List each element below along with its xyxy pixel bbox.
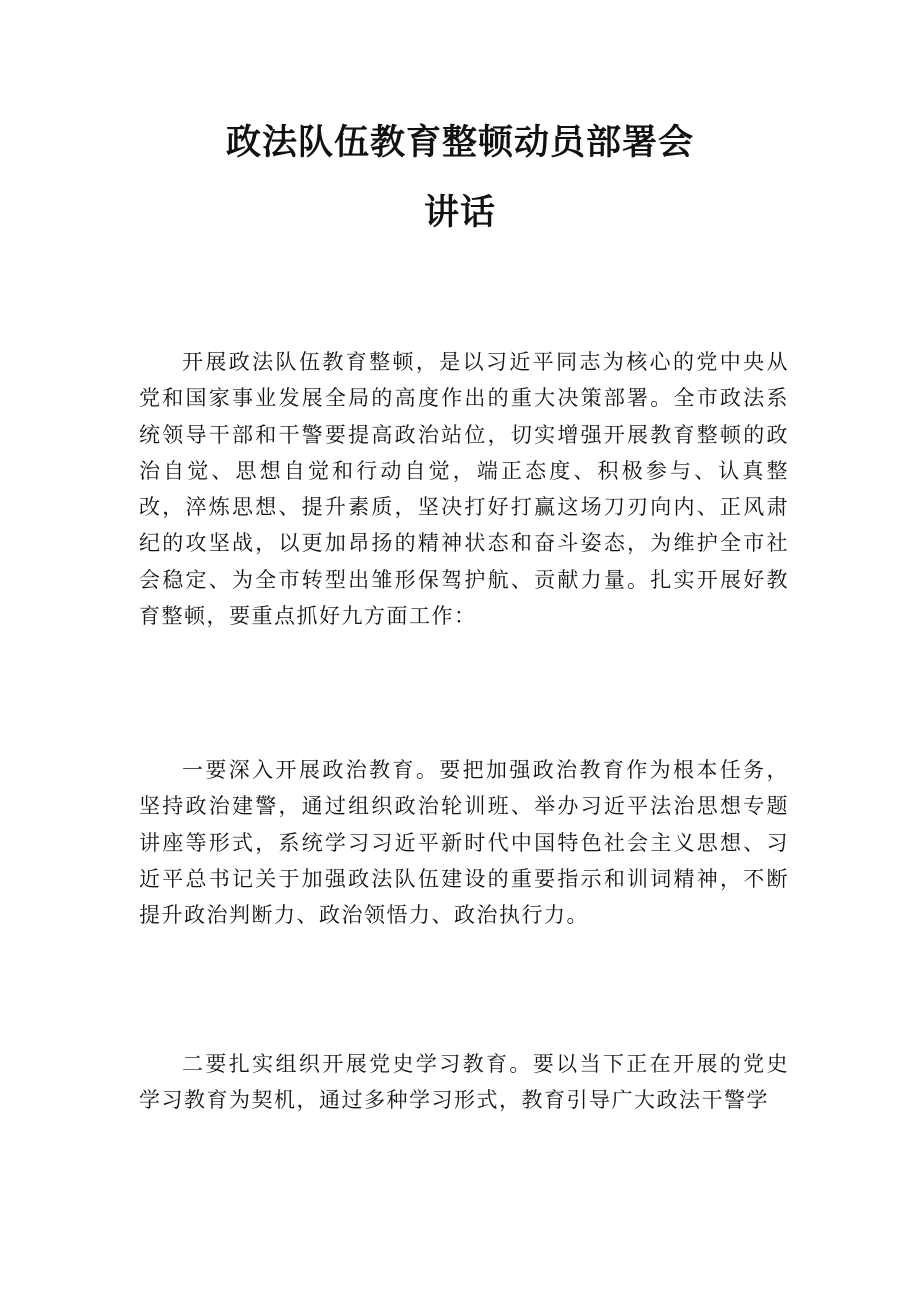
paragraph-party-history-education: 二要扎实组织开展党史学习教育。要以当下正在开展的党史学习教育为契机，通过多种学习形式，教育引导广大政法干警学 — [139, 1052, 789, 1113]
paragraph-political-education: 一要深入开展政治教育。要把加强政治教育作为根本任务，坚持政治建警，通过组织政治轮训班、举办习近平法治思想专题讲座等形式，系统学习习近平新时代中国特色社会主义思想、习近平总书记关于加强政法队伍建设的重要指示和训词精神，不断提升政治判断力、政治领悟力、政治执行力。 — [139, 758, 789, 928]
document-title-continued: 讲话 — [423, 193, 496, 233]
paragraph-intro: 开展政法队伍教育整顿，是以习近平同志为核心的党中央从党和国家事业发展全局的高度作出的重大决策部署。全市政法系统领导干部和干警要提高政治站位，切实增强开展教育整顿的政治自觉、思想自觉和行动自觉，端正态度、积极参与、认真整改，淬炼思想、提升素质，坚决打好打赢这场刀刃向内、正风肃纪的攻坚战，以更加昂扬的精神状态和奋斗姿态，为维护全市社会稳定、为全市转型出雏形保驾护航、贡献力量。扎实开展好教育整顿，要重点抓好九方面工作： — [139, 350, 789, 629]
document-title: 政法队伍教育整顿动员部署会 — [225, 123, 694, 163]
